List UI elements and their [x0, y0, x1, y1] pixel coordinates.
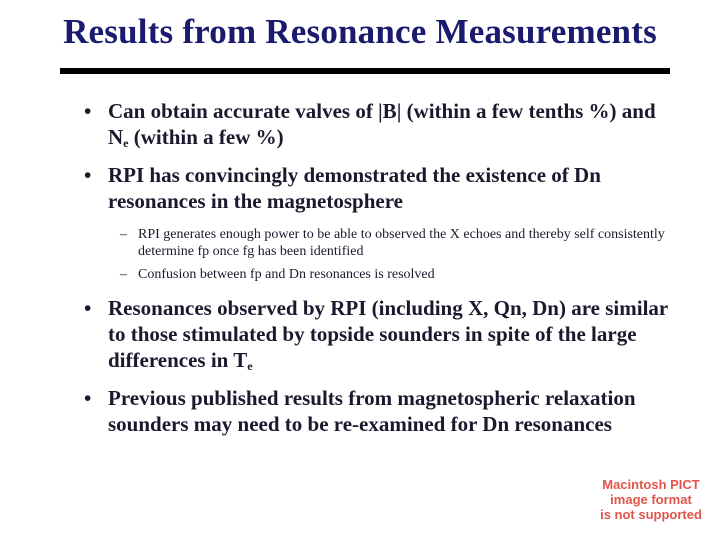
- bullet-1-text: Can obtain accurate valves of |B| (within a few tenths %) and N: [108, 99, 656, 149]
- sub-bullet-list: [84, 226, 674, 283]
- bullet-marker: •: [84, 163, 92, 187]
- bullet-marker: •: [84, 296, 92, 320]
- bullet-3-text: Resonances observed by RPI (including X, Qn, Dn) are similar to those stimulated by topside sounders in spite of the large differences in T: [108, 296, 668, 372]
- sub-bullet-2: [84, 266, 674, 283]
- sub-bullet-marker: –: [120, 267, 127, 282]
- bullet-marker: •: [84, 99, 92, 123]
- placeholder-line-2: image format: [610, 492, 692, 507]
- sub-bullet-1-text: RPI generates enough power to be able to observed the X echoes and thereby self consistently determine fp once fg has been identified: [138, 227, 665, 259]
- sub-bullet-2-text: Confusion between fp and Dn resonances is resolved: [138, 267, 435, 282]
- bullet-marker: •: [84, 386, 92, 410]
- bullet-3-subscript: e: [247, 359, 253, 373]
- placeholder-line-3: is not supported: [600, 507, 702, 522]
- bullet-4-text: Previous published results from magnetospheric relaxation sounders may need to be re-examined for Dn resonances: [108, 386, 636, 436]
- slide-content: [84, 98, 674, 443]
- bullet-1-subscript: e: [123, 136, 129, 150]
- bullet-4: [84, 385, 674, 437]
- bullet-2-text: RPI has convincingly demonstrated the existence of Dn resonances in the magnetosphere: [108, 163, 601, 213]
- slide-title: Results from Resonance Measurements: [63, 12, 657, 51]
- bullet-3: [84, 295, 674, 379]
- bullet-1-text-end: (within a few %): [128, 125, 284, 149]
- bullet-2: [84, 162, 674, 214]
- sub-bullet-1: [84, 226, 674, 260]
- unsupported-image-placeholder: [586, 477, 716, 522]
- bullet-1: [84, 98, 674, 156]
- placeholder-line-1: Macintosh PICT: [602, 477, 700, 492]
- sub-bullet-marker: –: [120, 227, 127, 242]
- title-divider: [60, 68, 670, 74]
